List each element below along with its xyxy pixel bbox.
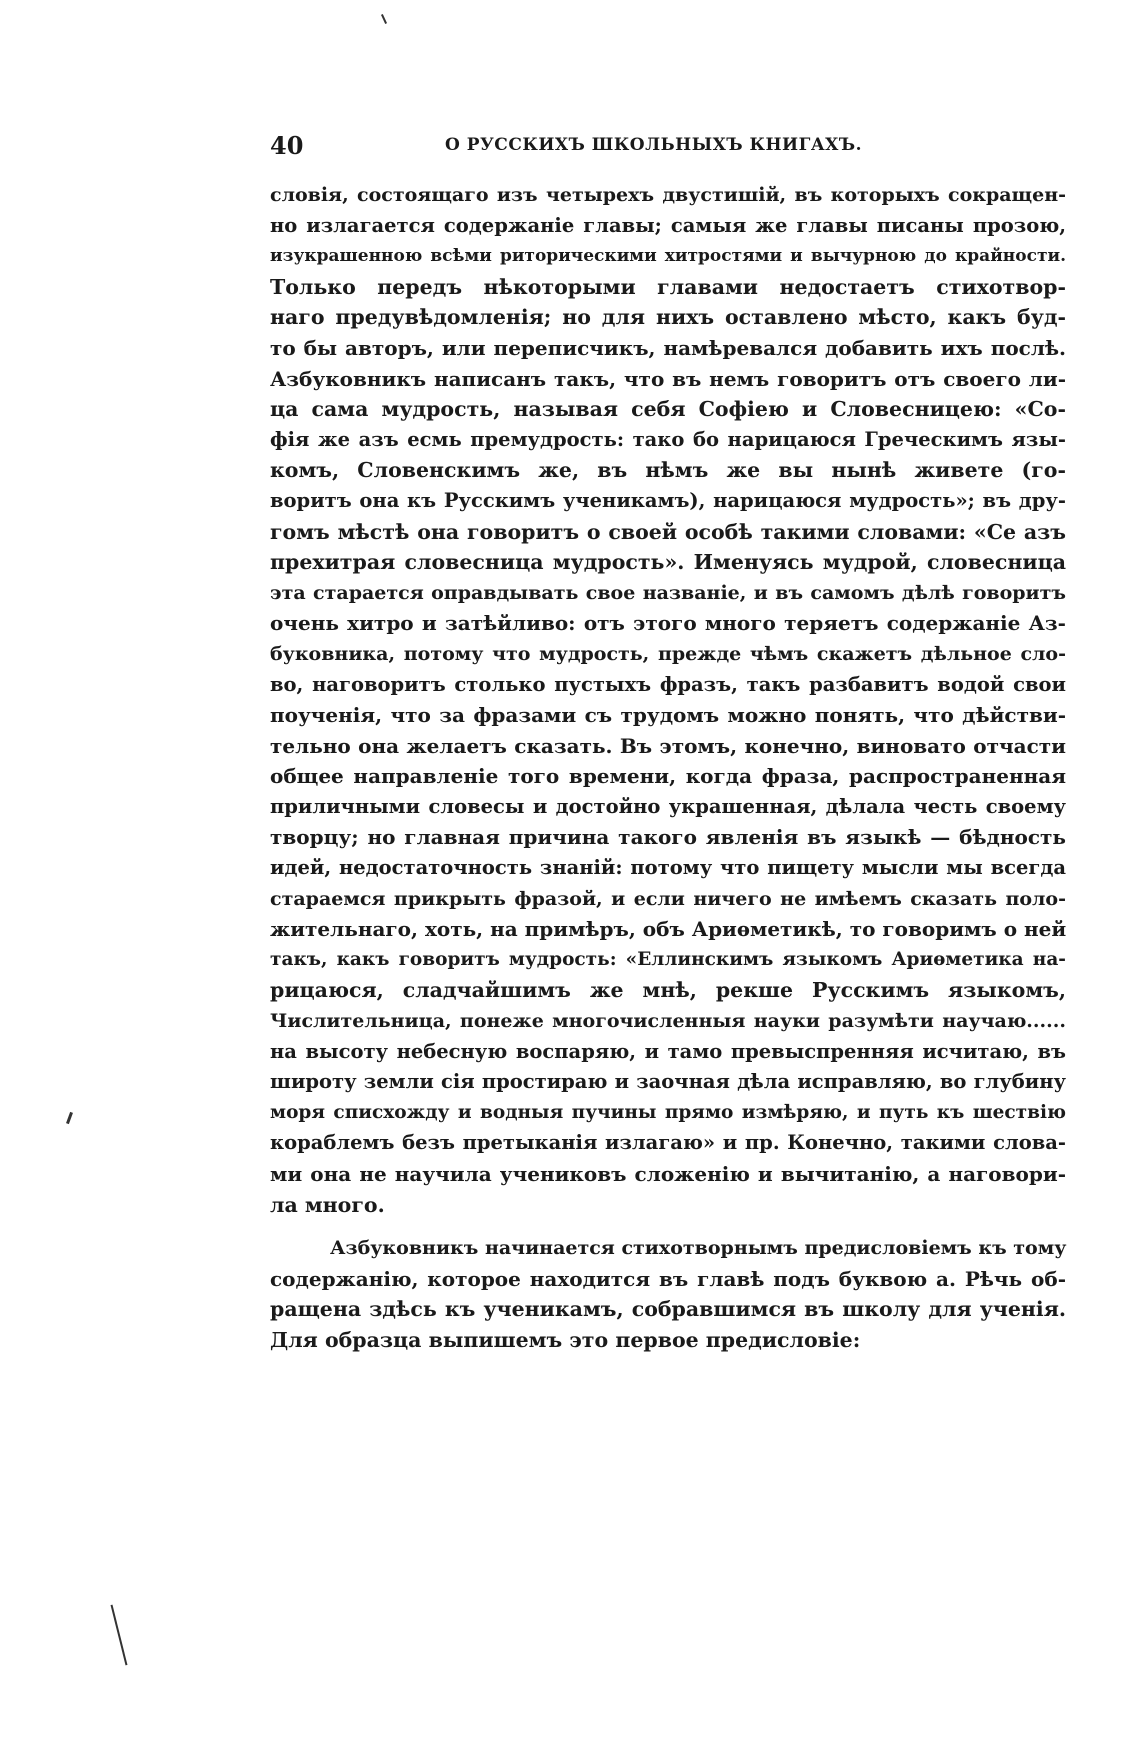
text-line: творцу; но главная причина такого явленія въ языкѣ — бѣдность xyxy=(270,825,1066,850)
text-line: наго предувѣдомленія; но для нихъ оставлено мѣсто, какъ буд- xyxy=(270,305,1066,330)
text-line: моря списхожду и водныя пучины прямо измѣряю, и путь къ шествію xyxy=(270,1101,1066,1123)
paragraph-2 xyxy=(270,1233,1066,1355)
text-line: очень хитро и затѣйливо: отъ этого много теряетъ содержаніе Аз- xyxy=(270,611,1066,636)
text-line: буковника, потому что мудрость, прежде чѣмъ скажетъ дѣльное сло- xyxy=(270,642,1066,665)
body-text xyxy=(270,180,1066,1356)
text-line: общее направленіе того времени, когда фраза, распространенная xyxy=(270,764,1066,789)
text-line: ращена здѣсь къ ученикамъ, собравшимся въ школу для ученія. xyxy=(270,1297,1066,1322)
text-line: идей, недостаточность знаній: потому что пищету мысли мы всегда xyxy=(270,856,1066,880)
page-header xyxy=(270,131,1060,161)
text-line: гомъ мѣстѣ она говоритъ о своей особѣ такими словами: «Се азъ xyxy=(270,519,1066,544)
text-line: прехитрая словесница мудрость». Именуясь мудрой, словесница xyxy=(270,550,1066,575)
text-line: рицаюся, сладчайшимъ же мнѣ, рекше Русскимъ языкомъ, xyxy=(270,978,1066,1003)
text-line: словія, состоящаго изъ четырехъ двустишій, въ которыхъ сокращен- xyxy=(270,184,1066,206)
text-line: широту земли сія простираю и заочная дѣла исправляю, во глубину xyxy=(270,1070,1066,1094)
scan-mark xyxy=(66,1112,73,1124)
text-line: на высоту небесную воспаряю, и тамо превыспренняя исчитаю, въ xyxy=(270,1039,1066,1063)
text-line: приличными словесы и достойно украшенная, дѣлала честь своему xyxy=(270,794,1066,818)
text-line: то бы авторъ, или переписчикъ, намѣревался добавить ихъ послѣ. xyxy=(270,335,1066,360)
text-line: стараемся прикрыть фразой, и если ничего не имѣемъ сказать поло- xyxy=(270,887,1066,910)
page-number: 40 xyxy=(270,131,304,160)
text-line: тельно она желаетъ сказать. Въ этомъ, конечно, виновато отчасти xyxy=(270,733,1066,758)
text-line: эта старается оправдывать свое названіе, и въ самомъ дѣлѣ говоритъ xyxy=(270,581,1066,604)
text-line: Только передъ нѣкоторыми главами недостаетъ стихотвор- xyxy=(270,274,1066,299)
text-line: Для образца выпишемъ это первое предисловіе: xyxy=(270,1327,861,1352)
text-line: поученія, что за фразами съ трудомъ можно понять, что дѣйстви- xyxy=(270,703,1066,728)
text-line: ла много. xyxy=(270,1192,385,1217)
text-line: такъ, какъ говоритъ мудрость: «Еллинскимъ языкомъ Ариѳметика на- xyxy=(270,948,1066,970)
scan-mark xyxy=(381,14,387,24)
text-line: комъ, Словенскимъ же, въ нѣмъ же вы нынѣ живете (го- xyxy=(270,458,1066,483)
text-line: жительнаго, хоть, на примѣръ, объ Ариѳметикѣ, то говоримъ о ней xyxy=(270,917,1067,942)
text-line: фія же азъ есмь премудрость: тако бо нарицаюся Греческимъ язы- xyxy=(270,427,1066,451)
text-line: во, наговоритъ столько пустыхъ фразъ, такъ разбавитъ водой свои xyxy=(270,672,1066,696)
paragraph-1 xyxy=(270,180,1066,1220)
text-line: но излагается содержаніе главы; самыя же главы писаны прозою, xyxy=(270,213,1066,237)
text-line: Азбуковникъ начинается стихотворнымъ предисловіемъ къ тому xyxy=(330,1237,1067,1260)
scan-mark xyxy=(111,1605,128,1666)
running-head: О РУССКИХЪ ШКОЛЬНЫХЪ КНИГАХЪ. xyxy=(445,135,863,155)
text-line: воритъ она къ Русскимъ ученикамъ), нарицаюся мудрость»; въ дру- xyxy=(270,488,1066,512)
text-line: ца сама мудрость, называя себя Софіею и Словесницею: «Со- xyxy=(270,397,1066,422)
text-line: содержанію, которое находится въ главѣ подъ буквою а. Рѣчь об- xyxy=(270,1266,1066,1291)
text-line: ми она не научила учениковъ сложенію и вычитанію, а наговори- xyxy=(270,1162,1066,1186)
text-line: Числительница, понеже многочисленныя науки разумѣти научаю...... xyxy=(270,1010,1066,1033)
text-line: Азбуковникъ написанъ такъ, что въ немъ говоритъ отъ своего ли- xyxy=(270,366,1066,391)
text-line: изукрашенною всѣми риторическими хитростями и вычурною до крайности. xyxy=(270,246,1066,267)
text-line: кораблемъ безъ претыканія излагаю» и пр. Конечно, такими слова- xyxy=(270,1131,1066,1155)
